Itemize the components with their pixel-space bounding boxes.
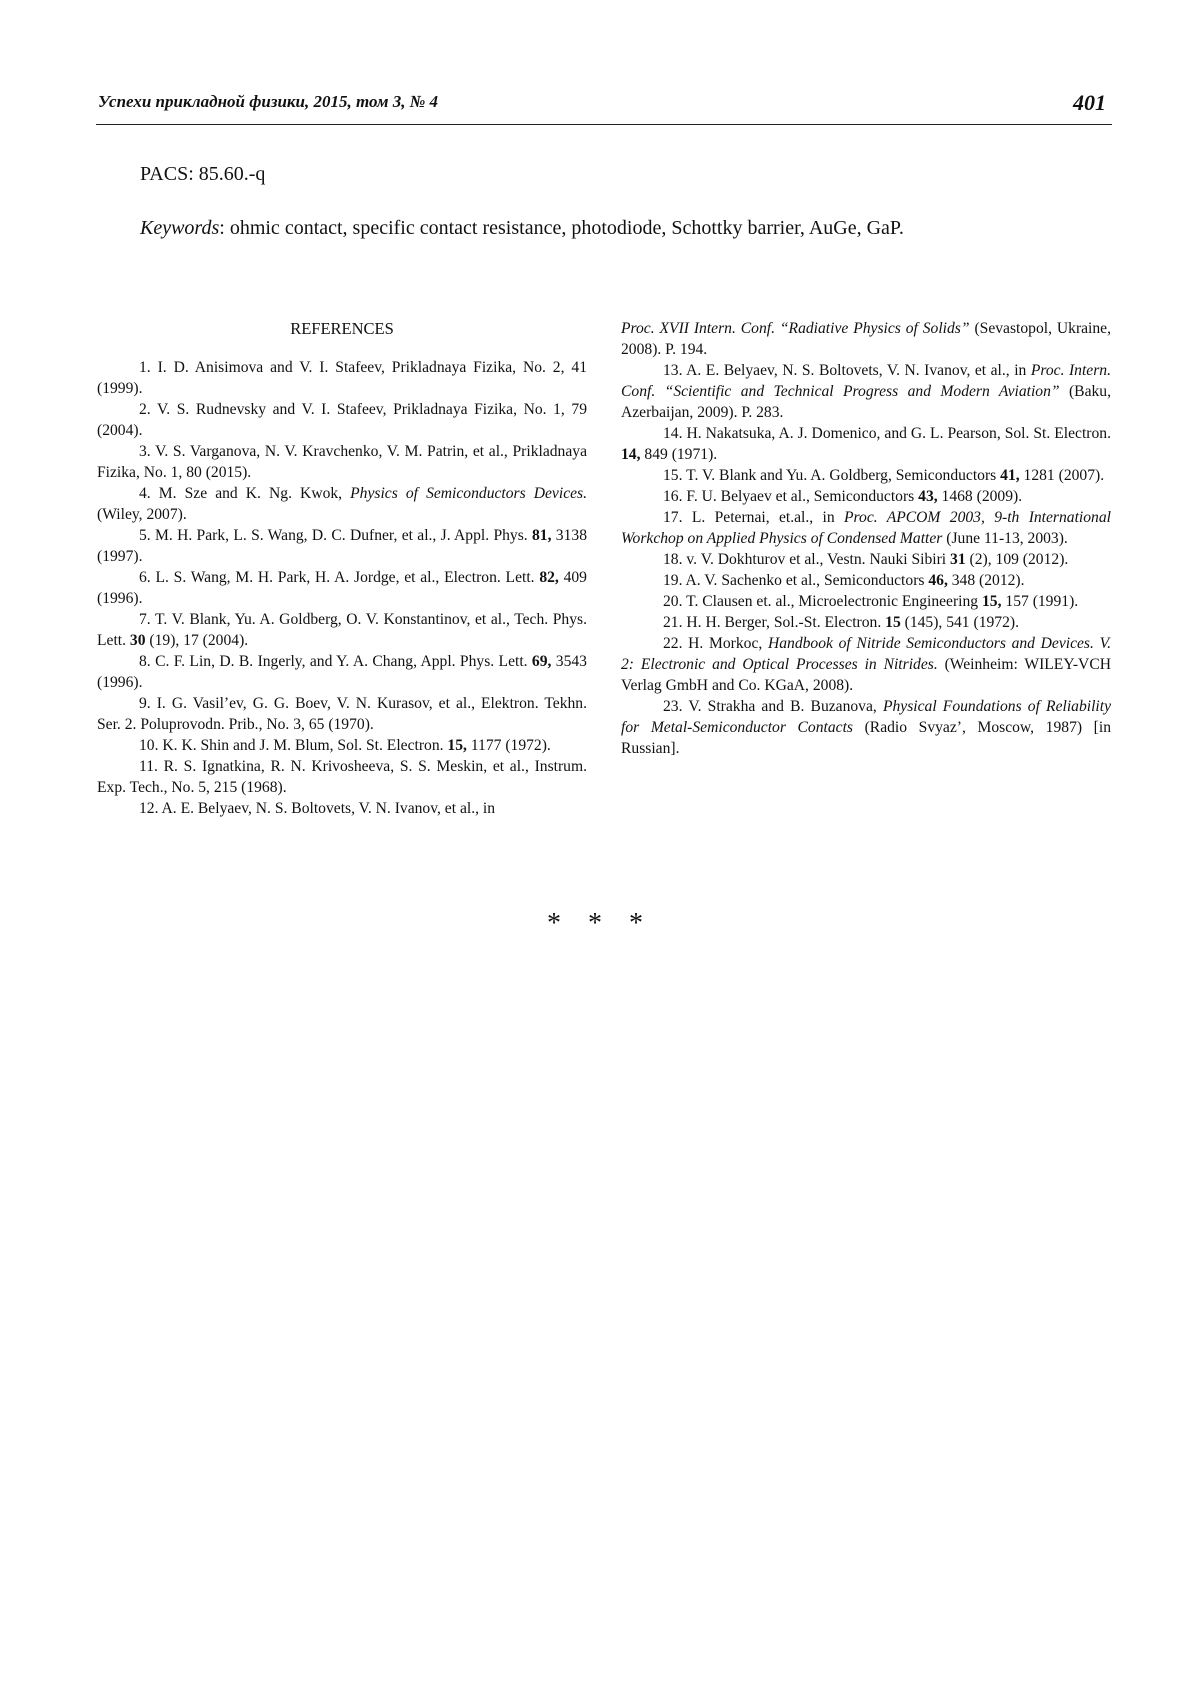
reference-item: 21. H. H. Berger, Sol.-St. Electron. 15 (145), 541 (1972). [663,614,1019,631]
reference-item: 13. A. E. Belyaev, N. S. Boltovets, V. N. Ivanov, et al., in Proc. Intern. Conf. “Scientific and Technical Progress and Modern Aviation” (Baku, Azerbaijan, 2009). P. 283. [621,362,1111,421]
reference-item: 14. H. Nakatsuka, A. J. Domenico, and G. L. Pearson, Sol. St. Electron. 14, 849 (1971). [621,425,1111,463]
reference-item: 11. R. S. Ignatkina, R. N. Krivosheeva, S. S. Meskin, et al., Instrum. Exp. Tech., No. 5, 215 (1968). [97,758,587,796]
reference-continuation: Proc. XVII Intern. Conf. “Radiative Physics of Solids” (Sevastopol, Ukraine, 2008). P. 194. [621,320,1112,358]
reference-item: 10. K. K. Shin and J. M. Blum, Sol. St. Electron. 15, 1177 (1972). [139,737,551,754]
references-right-column [621,318,1111,759]
reference-item: 9. I. G. Vasil’ev, G. G. Boev, V. N. Kurasov, et al., Elektron. Tekhn. Ser. 2. Poluprovodn. Prib., No. 3, 65 (1970). [97,695,587,733]
reference-item: 17. L. Peternai, et.al., in Proc. APCOM 2003, 9-th International Workchop on Applied Physics of Condensed Matter (June 11-13, 2003). [621,509,1111,547]
reference-item: 23. V. Strakha and B. Buzanova, Physical Foundations of Reliability for Metal-Semiconductor Contacts (Radio Svyaz’, Moscow, 1987) [in Russian]. [621,698,1112,757]
reference-item: 4. M. Sze and K. Ng. Kwok, Physics of Semiconductors Devices. (Wiley, 2007). [97,485,587,523]
reference-item: 1. I. D. Anisimova and V. I. Stafeev, Prikladnaya Fizika, No. 2, 41 (1999). [97,359,587,397]
keywords-label: Keywords [140,217,220,239]
reference-item: 12. A. E. Belyaev, N. S. Boltovets, V. N. Ivanov, et al., in [139,800,496,817]
reference-item: 2. V. S. Rudnevsky and V. I. Stafeev, Prikladnaya Fizika, No. 1, 79 (2004). [97,401,587,439]
page-number: 401 [1073,90,1106,115]
references-left-column [97,318,587,819]
keywords [140,217,904,240]
running-header [96,88,1112,125]
reference-item: 22. H. Morkoc, Handbook of Nitride Semiconductors and Devices. V. 2: Electronic and Optical Processes in Nitrides. (Weinheim: WILEY-VCH Verlag GmbH and Co. KGaA, 2008). [621,635,1111,694]
keywords-text: : ohmic contact, specific contact resistance, photodiode, Schottky barrier, AuGe, GaP. [219,217,904,239]
references-title: REFERENCES [290,319,394,338]
journal-title: Успехи прикладной физики, 2015, том 3, № 4 [98,92,439,111]
reference-item: 8. C. F. Lin, D. B. Ingerly, and Y. A. Chang, Appl. Phys. Lett. 69, 3543 (1996). [97,653,587,691]
reference-item: 6. L. S. Wang, M. H. Park, H. A. Jordge, et al., Electron. Lett. 82, 409 (1996). [97,569,587,607]
reference-item: 20. T. Clausen et. al., Microelectronic Engineering 15, 157 (1991). [663,593,1079,610]
reference-item: 5. M. H. Park, L. S. Wang, D. C. Dufner, et al., J. Appl. Phys. 81, 3138 (1997). [97,527,587,565]
reference-item: 19. A. V. Sachenko et al., Semiconductors 46, 348 (2012). [663,572,1025,589]
pacs-code: PACS: 85.60.-q [140,163,266,185]
reference-item: 16. F. U. Belyaev et al., Semiconductors 43, 1468 (2009). [663,488,1023,505]
reference-item: 3. V. S. Varganova, N. V. Kravchenko, V. M. Patrin, et al., Prikladnaya Fizika, No. 1, 80 (2015). [97,443,587,481]
reference-item: 18. v. V. Dokhturov et al., Vestn. Nauki Sibiri 31 (2), 109 (2012). [663,551,1069,568]
reference-item: 7. T. V. Blank, Yu. A. Goldberg, O. V. Konstantinov, et al., Tech. Phys. Lett. 30 (19), 17 (2004). [97,611,587,649]
reference-item: 15. T. V. Blank and Yu. A. Goldberg, Semiconductors 41, 1281 (2007). [663,467,1105,484]
section-separator: * * * [547,908,653,939]
